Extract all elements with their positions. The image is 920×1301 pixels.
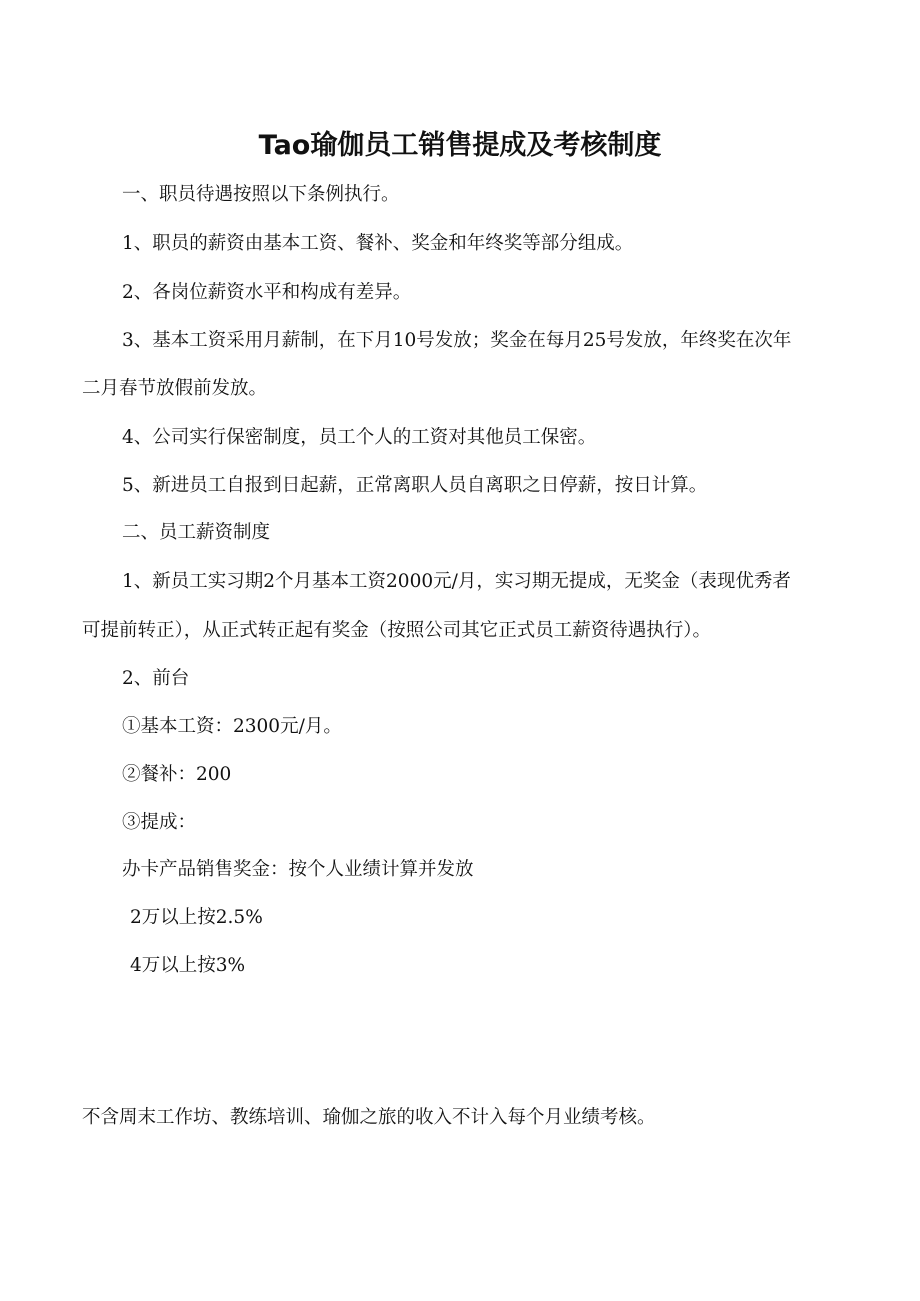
document-title: Tao瑜伽员工销售提成及考核制度	[258, 130, 662, 161]
item-base-salary: ①基本工资：2300元/月。	[122, 716, 342, 737]
subheading-front-desk: 2、前台	[122, 668, 190, 689]
paragraph-card-sales-bonus: 办卡产品销售奖金：按个人业绩计算并发放	[122, 859, 474, 880]
paragraph-intern-salary: 1、新员工实习期2个月基本工资2000元/月，实习期无提成，无奖金（表现优秀者	[122, 571, 791, 592]
bonus-tier-40k: 4万以上按3%	[130, 955, 246, 976]
paragraph-intern-salary-continued: 可提前转正），从正式转正起有奖金（按照公司其它正式员工薪资待遇执行）。	[82, 620, 712, 641]
section-heading-2: 二、员工薪资制度	[122, 522, 271, 543]
paragraph-salary-composition: 1、职员的薪资由基本工资、餐补、奖金和年终奖等部分组成。	[122, 233, 634, 254]
item-meal-allowance: ②餐补：200	[122, 764, 232, 785]
paragraph-exclusion-note: 不含周末工作坊、教练培训、瑜伽之旅的收入不计入每个月业绩考核。	[82, 1107, 656, 1128]
paragraph-confidentiality: 4、公司实行保密制度，员工个人的工资对其他员工保密。	[122, 427, 597, 448]
section-heading-1: 一、职员待遇按照以下条例执行。	[122, 184, 400, 205]
item-commission: ③提成：	[122, 812, 197, 833]
paragraph-salary-difference: 2、各岗位薪资水平和构成有差异。	[122, 282, 412, 303]
paragraph-pay-schedule-continued: 二月春节放假前发放。	[82, 378, 268, 399]
paragraph-pay-schedule: 3、基本工资采用月薪制，在下月10号发放；奖金在每月25号发放，年终奖在次年	[122, 330, 792, 351]
bonus-tier-20k: 2万以上按2.5%	[130, 907, 263, 928]
paragraph-start-end-salary: 5、新进员工自报到日起薪，正常离职人员自离职之日停薪，按日计算。	[122, 475, 708, 496]
